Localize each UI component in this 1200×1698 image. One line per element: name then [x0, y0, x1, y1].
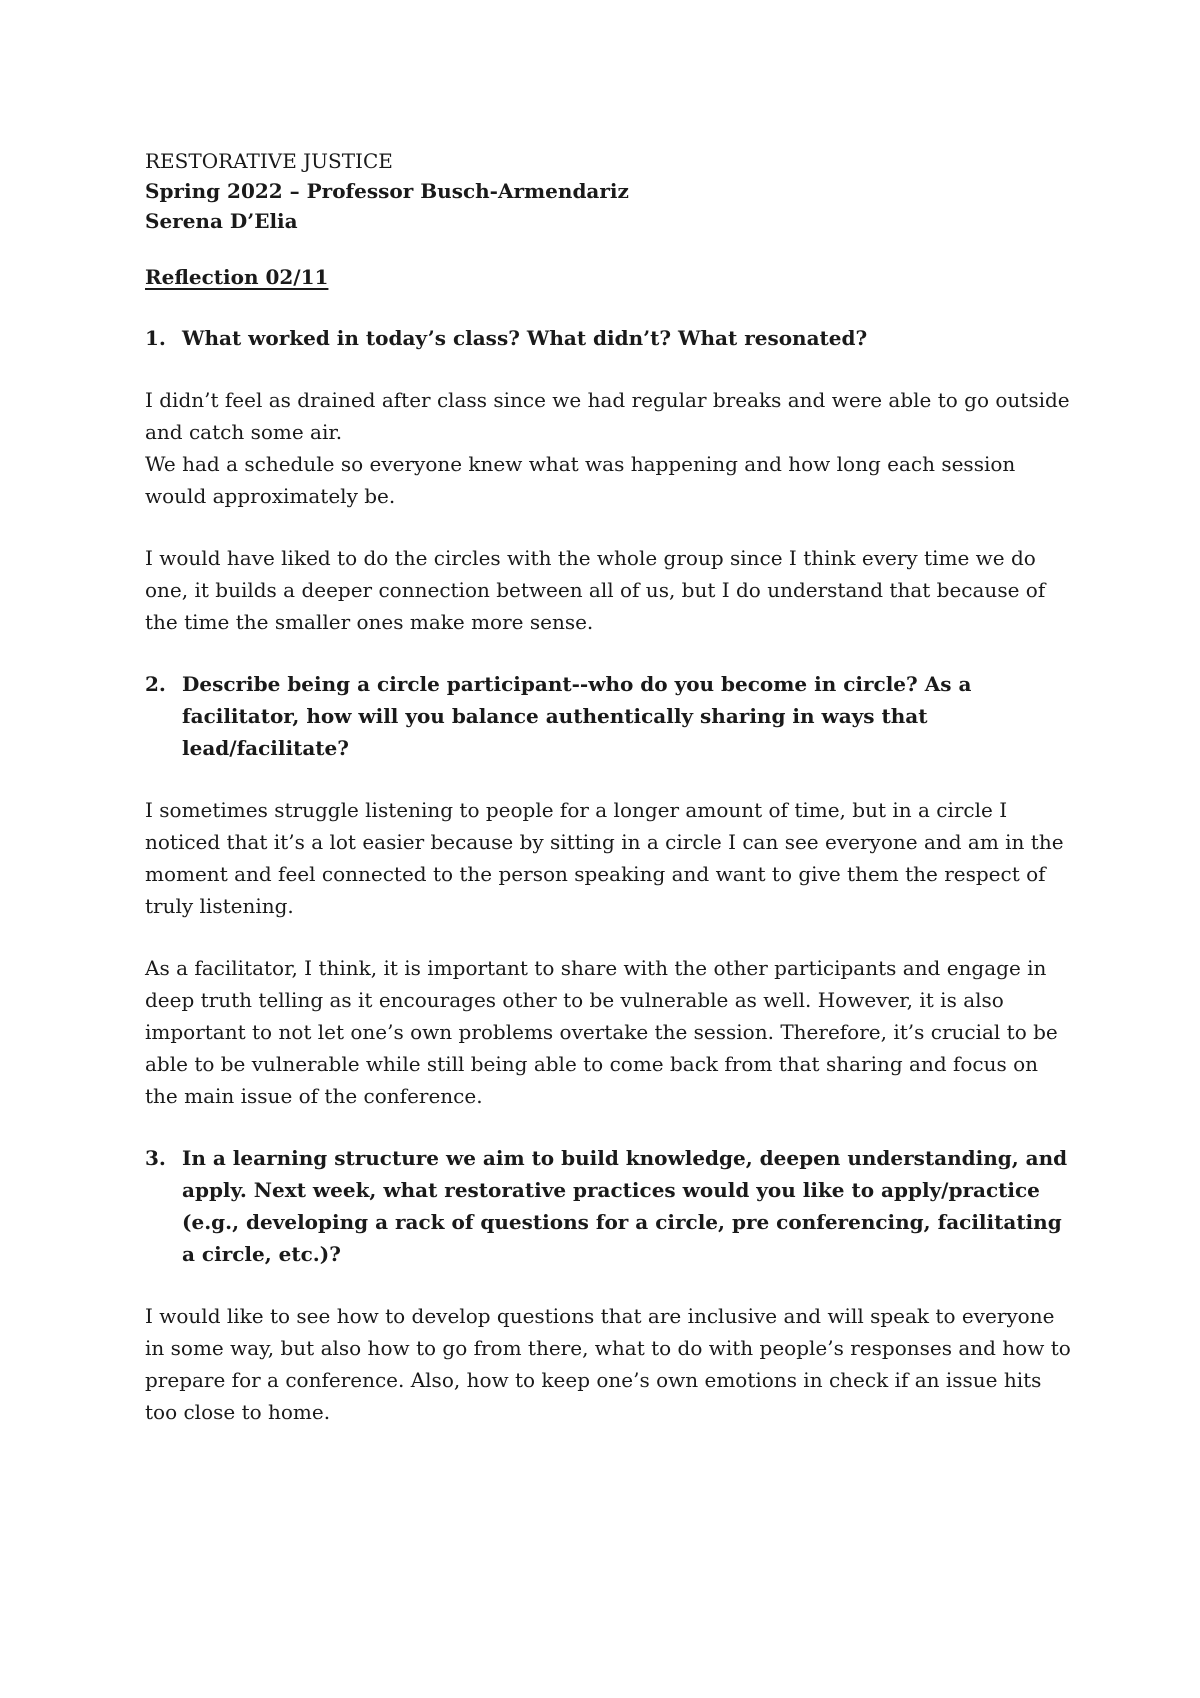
term-professor-line: Spring 2022 – Professor Busch-Armendariz — [145, 179, 629, 203]
answer-paragraph: I didn’t feel as drained after class since we had regular breaks and were able to go outside and catch some air. — [145, 388, 1070, 444]
question-text: Describe being a circle participant--who do you become in circle? As a facilitator, how will you balance authentically sharing in ways that lead/facilitate? — [182, 672, 972, 760]
answer-paragraph: As a facilitator, I think, it is important to share with the other participants and engage in deep truth telling as it encourages other to be vulnerable as well. However, it is also important to not let one’s own problems overtake the session. Therefore, it’s crucial to be able to be vulnerable while still being able to come back from that sharing and focus on the main issue of the conference. — [145, 956, 1058, 1108]
question-text: What worked in today’s class? What didn’t? What resonated? — [182, 326, 868, 350]
question-number: 3. — [145, 1146, 166, 1170]
course-title: RESTORATIVE JUSTICE — [145, 149, 393, 173]
answer-paragraph: I would like to see how to develop questions that are inclusive and will speak to everyone in some way, but also how to go from there, what to do with people’s responses and how to prepare for a conference. Also, how to keep one’s own emotions in check if an issue hits too close to home. — [145, 1304, 1071, 1424]
reflection-title: Reflection 02/11 — [145, 265, 329, 289]
question-text: In a learning structure we aim to build knowledge, deepen understanding, and apply. Next week, what restorative practices would you like to apply/practice (e.g., developing a rack of questions for a circle, pre conferencing, facilitating a circle, etc.)? — [182, 1146, 1068, 1266]
document-page — [145, 146, 1075, 1428]
answer-paragraph: I sometimes struggle listening to people for a longer amount of time, but in a circle I noticed that it’s a lot easier because by sitting in a circle I can see everyone and am in the moment and feel connected to the person speaking and want to give them the respect of truly listening. — [145, 798, 1064, 918]
document-header — [145, 146, 1075, 236]
student-name: Serena D’Elia — [145, 209, 298, 233]
question-2 — [145, 668, 1075, 764]
answer-paragraph: I would have liked to do the circles with the whole group since I think every time we do one, it builds a deeper connection between all of us, but I do understand that because of the time the smaller ones make more sense. — [145, 546, 1046, 634]
question-number: 1. — [145, 326, 166, 350]
answer-paragraph: We had a schedule so everyone knew what was happening and how long each session would approximately be. — [145, 452, 1016, 508]
question-number: 2. — [145, 672, 166, 696]
question-3 — [145, 1142, 1075, 1270]
question-1 — [145, 322, 1075, 354]
